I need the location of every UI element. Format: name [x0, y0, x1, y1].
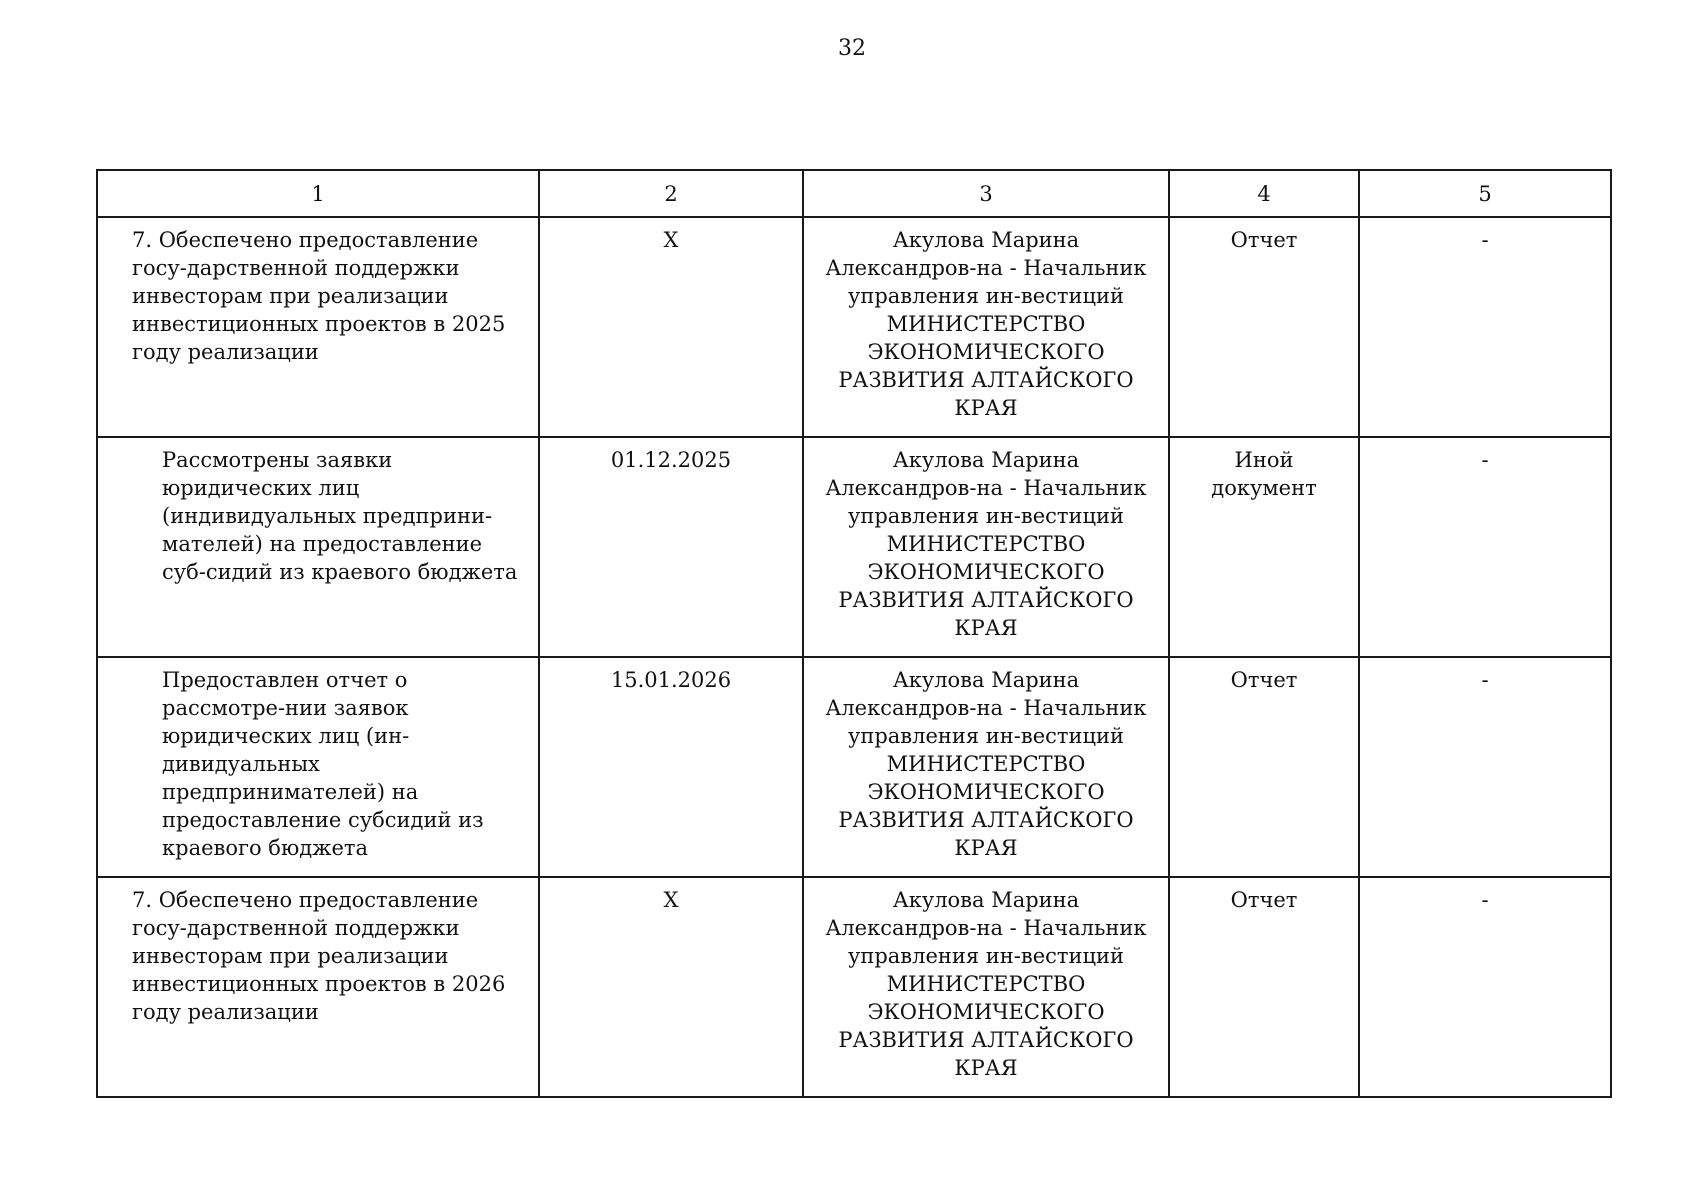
note-cell: -: [1359, 437, 1611, 657]
note-cell: -: [1359, 217, 1611, 437]
table-row: [97, 877, 1611, 1097]
date-cell: 01.12.2025: [539, 437, 803, 657]
responsible-organization: МИНИСТЕРСТВО ЭКОНОМИЧЕСКОГО РАЗВИТИЯ АЛТАЙСКОГО КРАЯ: [838, 532, 1134, 640]
column-header-4: 4: [1169, 170, 1359, 217]
document-type-cell: Отчет: [1169, 217, 1359, 437]
task-cell: 7. Обеспечено предоставление госу-дарственной поддержки инвесторам при реализации инвестиционных проектов в 2025 году реализации: [97, 217, 539, 437]
responsible-cell: [803, 877, 1169, 1097]
responsible-cell: [803, 437, 1169, 657]
column-header-2: 2: [539, 170, 803, 217]
table-row: [97, 217, 1611, 437]
responsible-organization: МИНИСТЕРСТВО ЭКОНОМИЧЕСКОГО РАЗВИТИЯ АЛТАЙСКОГО КРАЯ: [838, 972, 1134, 1080]
document-type-cell: Отчет: [1169, 657, 1359, 877]
responsible-cell: [803, 657, 1169, 877]
date-cell: Х: [539, 877, 803, 1097]
table-row: [97, 657, 1611, 877]
responsible-person: Акулова Марина Александров-на - Начальник управления ин-вестиций: [825, 448, 1147, 528]
responsible-person: Акулова Марина Александров-на - Начальник управления ин-вестиций: [825, 888, 1147, 968]
note-cell: -: [1359, 657, 1611, 877]
task-cell: 7. Обеспечено предоставление госу-дарственной поддержки инвесторам при реализации инвестиционных проектов в 2026 году реализации: [97, 877, 539, 1097]
responsible-person: Акулова Марина Александров-на - Начальник управления ин-вестиций: [825, 668, 1147, 748]
plan-table: [96, 169, 1612, 1098]
date-cell: 15.01.2026: [539, 657, 803, 877]
table-row: [97, 437, 1611, 657]
column-header-3: 3: [803, 170, 1169, 217]
page-number: 32: [838, 36, 866, 61]
column-header-1: 1: [97, 170, 539, 217]
responsible-person: Акулова Марина Александров-на - Начальник управления ин-вестиций: [825, 228, 1147, 308]
table-header-row: [97, 170, 1611, 217]
note-cell: -: [1359, 877, 1611, 1097]
responsible-organization: МИНИСТЕРСТВО ЭКОНОМИЧЕСКОГО РАЗВИТИЯ АЛТАЙСКОГО КРАЯ: [838, 752, 1134, 860]
document-type-cell: Иной документ: [1169, 437, 1359, 657]
date-cell: Х: [539, 217, 803, 437]
document-type-cell: Отчет: [1169, 877, 1359, 1097]
task-cell: Предоставлен отчет о рассмотре-нии заявок юридических лиц (ин-дивидуальных предпринимателей) на предоставление субсидий из краевого бюджета: [97, 657, 539, 877]
task-cell: Рассмотрены заявки юридических лиц (индивидуальных предприни-мателей) на предоставление суб-сидий из краевого бюджета: [97, 437, 539, 657]
responsible-organization: МИНИСТЕРСТВО ЭКОНОМИЧЕСКОГО РАЗВИТИЯ АЛТАЙСКОГО КРАЯ: [838, 312, 1134, 420]
responsible-cell: [803, 217, 1169, 437]
column-header-5: 5: [1359, 170, 1611, 217]
